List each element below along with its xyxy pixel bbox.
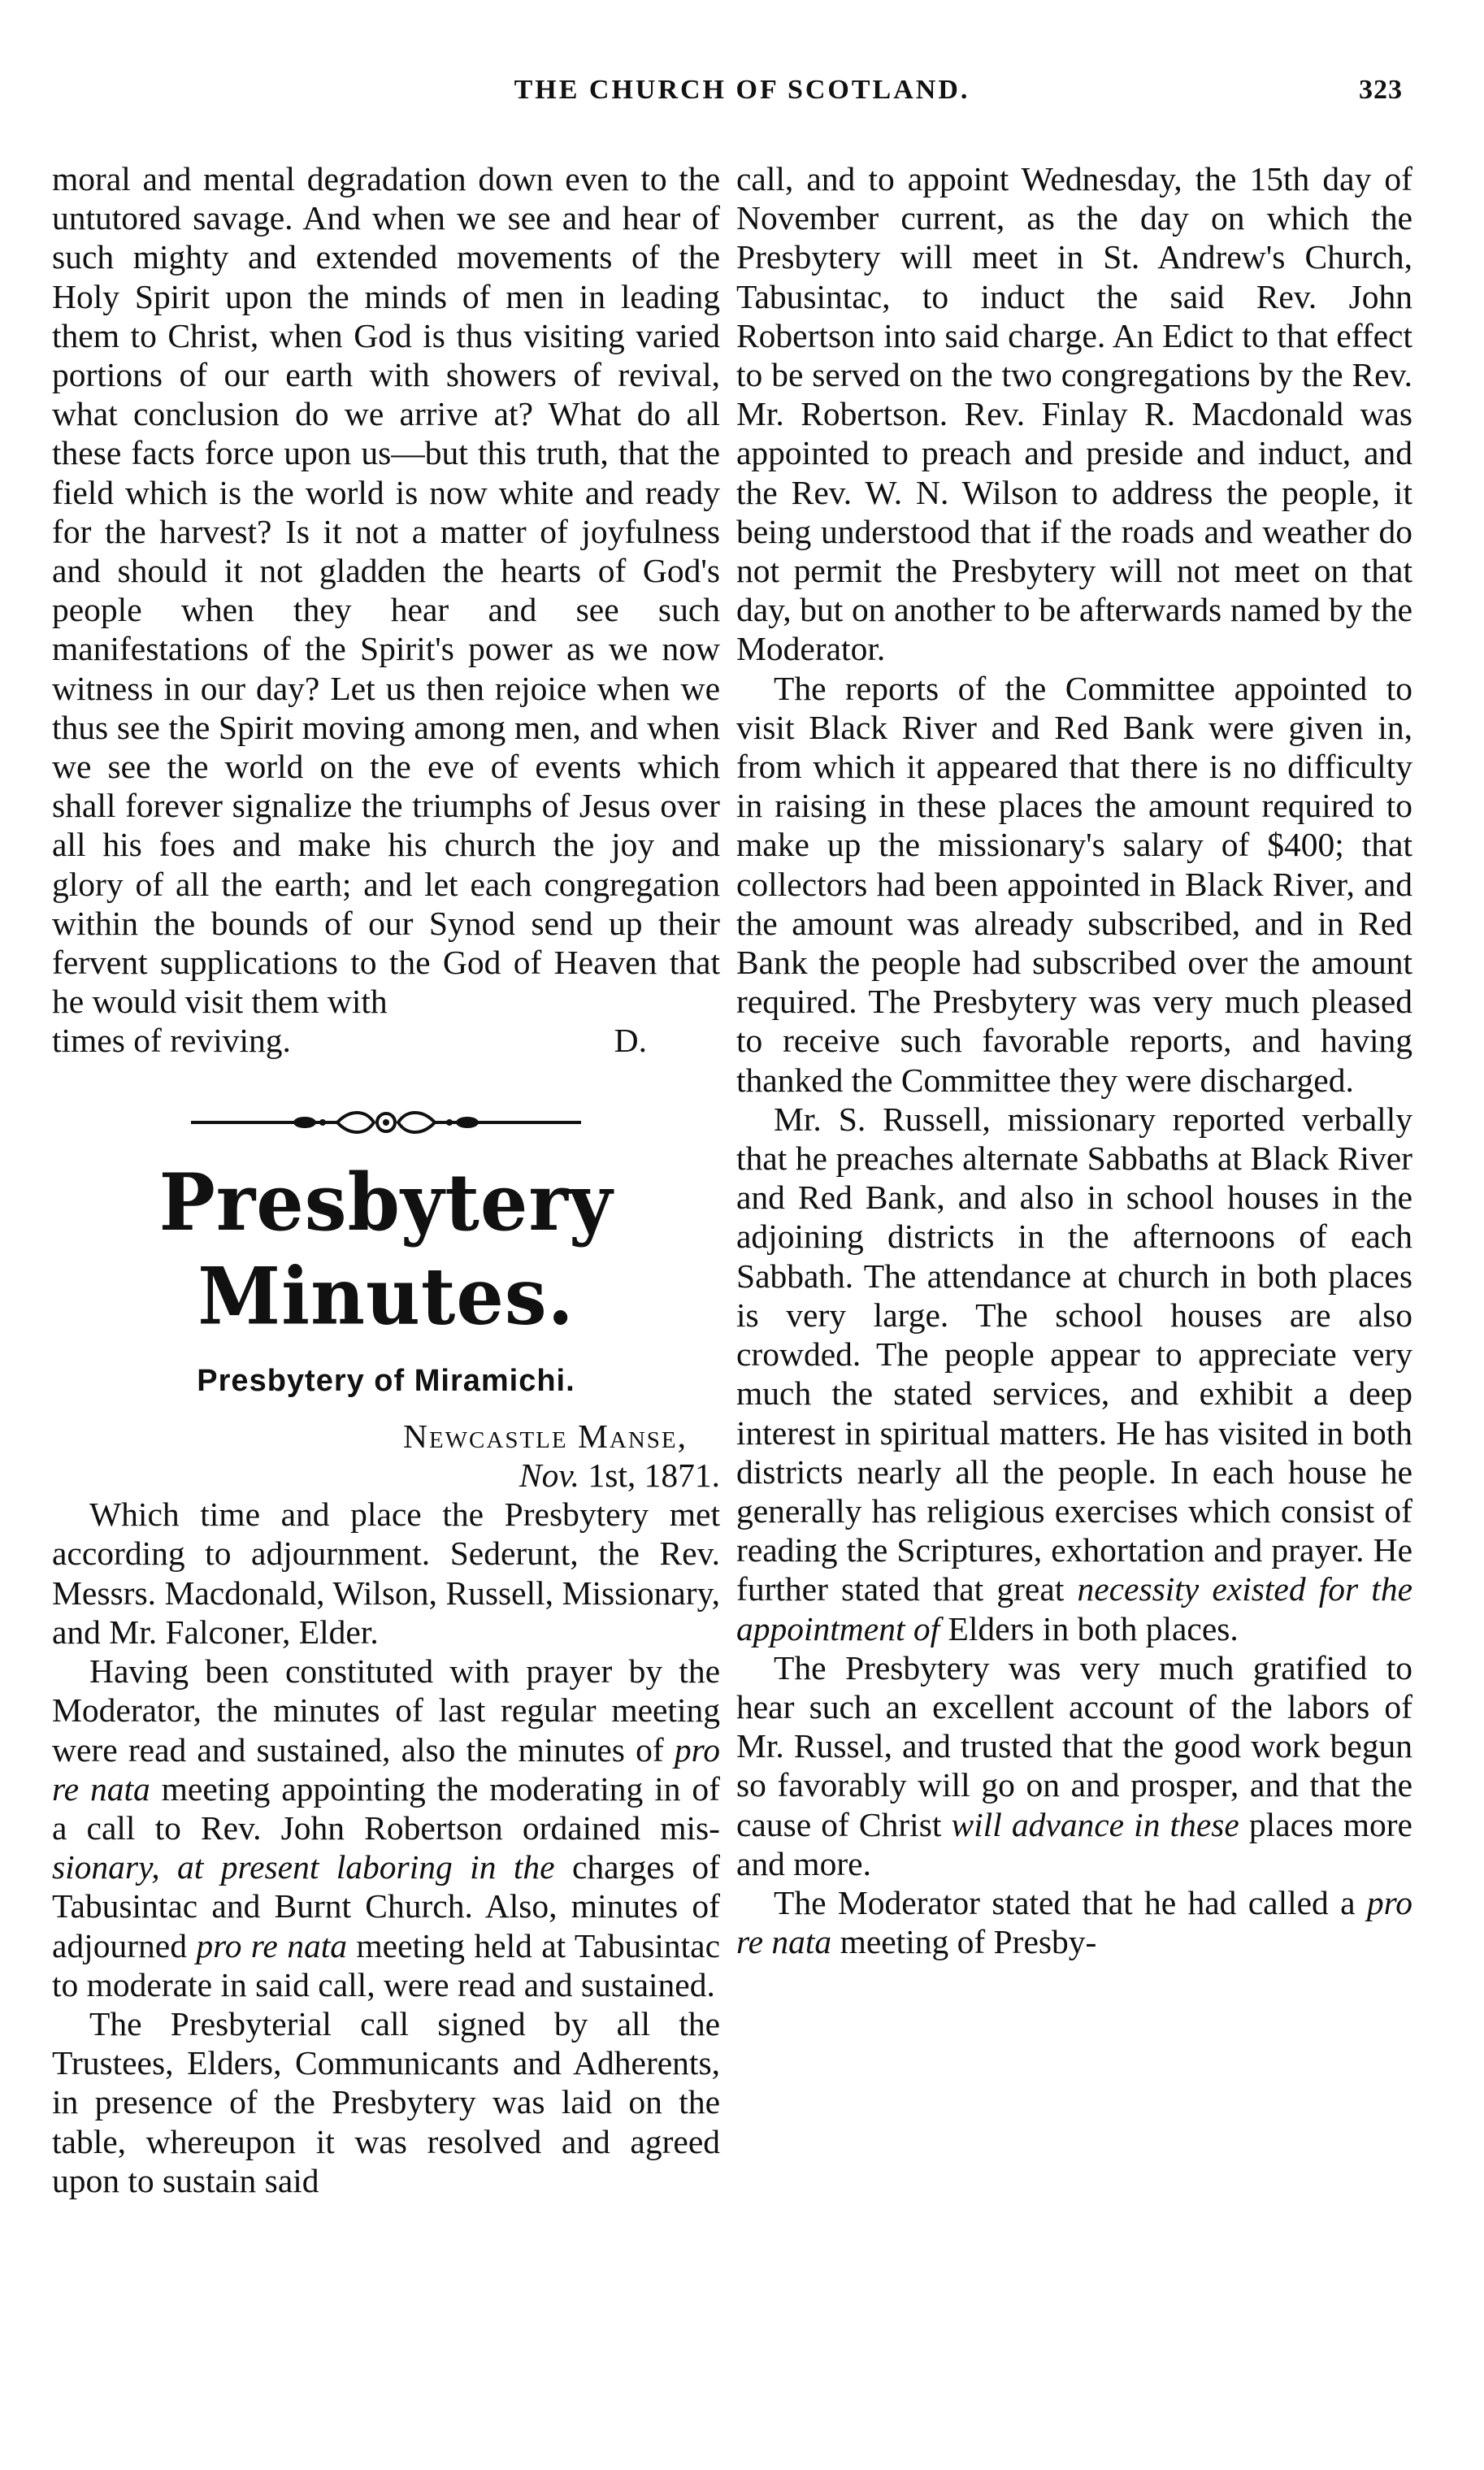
closing-line <box>52 1021 720 1060</box>
meeting-date <box>52 1456 720 1495</box>
right-column <box>736 159 1412 1961</box>
meeting-place: Newcastle Manse, <box>403 1417 688 1455</box>
subsection-title: Presbytery of Miramichi. <box>197 1363 575 1398</box>
section-title: Presbytery Minutes. <box>158 1156 614 1343</box>
text-run: places more and more. <box>736 1805 1412 1882</box>
author-signature: D. <box>614 1022 647 1060</box>
running-header <box>0 75 1484 124</box>
text-run: meeting held at Tabusintac to moderate in said call, were read and sustained. <box>52 1926 720 2003</box>
italic-run: pro re nata <box>736 1883 1412 1961</box>
text-run: meeting of Presby- <box>840 1923 1097 1961</box>
paragraph <box>736 1648 1412 1883</box>
text-run: charges of Tabusintac and Burnt Church. Also, minutes of adjourned <box>52 1848 720 1964</box>
paragraph: The reports of the Committee appointed to visit Black River and Red Bank were given in, from which it appeared that there is no difficulty in raising in these places the amount required to make up the missionary's salary of $400; that collectors had been appointed in Black River, and the amount was already subscribed, and in Red Bank the people had subscribed over the amount required. The Presbytery was very much pleased to receive such favorable reports, and having thanked the Committee they were discharged. <box>736 669 1412 1099</box>
paragraph <box>736 1883 1412 1961</box>
italic-run: sionary, at present laboring in the <box>52 1848 555 1886</box>
running-title: THE CHURCH OF SCOTLAND. <box>514 75 970 105</box>
italic-run: pro re nata <box>196 1926 347 1964</box>
paragraph: The Presbyterial call signed by all the Trustees, Elders, Communicants and Adherents, in presence of the Presbytery was laid on the table, whereupon it was resolved and agreed upon to sustain said <box>52 2004 720 2199</box>
paragraph: call, and to appoint Wednesday, the 15th day of November current, as the day on which the Presbytery will meet in St. Andrew's Church, Tabusintac, to induct the said Rev. John Robertson into said charge. An Edict to that effect to be served on the two congregations by the Rev. Mr. Robertson. Rev. Finlay R. Macdonald was appointed to preach and preside and induct, and the Rev. W. N. Wilson to address the people, it being understood that if the roads and weather do not permit the Presbytery will not meet on that day, but on another to be afterwards named by the Moderator. <box>736 160 1412 668</box>
italic-run: pro re nata <box>52 1730 721 1808</box>
ornament-icon <box>175 1106 597 1139</box>
paragraph: moral and mental degradation down even to the untutored savage. And when we see and hear of such mighty and extended movements of the Holy Spirit upon the minds of men in leading them to Christ, when God is thus visiting varied portions of our earth with showers of revival, what conclusion do we arrive at? What do all these facts force upon us—but this truth, that the field which is the world is now white and ready for the harvest? Is it not a matter of joyfulness and should it not gladden the hearts of God's people when they hear and see such manifestations of the Spirit's power as we now witness in our day? Let us then rejoice when we thus see the Spirit moving among men, and when we see the world on the eve of events which shall forever signalize the triumphs of Jesus over all his foes and make his church the joy and glory of all the earth; and let each congregation within the bounds of our Synod send up their fervent supplications to the God of Heaven that he would visit them with <box>52 160 720 1021</box>
paragraph <box>52 1652 720 2004</box>
italic-run: necessity existed for the appointment of <box>736 1570 1412 1647</box>
date-rest: 1st, 1871. <box>588 1456 720 1495</box>
page-number: 323 <box>1359 75 1403 105</box>
text-run: Mr. S. Russell, missionary reported verbally that he preaches alternate Sabbaths at Black River and Red Bank, and also in school houses in the adjoining districts in the afternoons of each Sabbath. The attendance at church in both places is very large. The school houses are also crowded. The people appear to appreciate very much the stated services, and exhibit a deep interest in spiritual matters. He has visited in both districts nearly all the people. In each house he generally has religious exercises which consist of reading the Scriptures, exhortation and prayer. He further stated that great <box>736 1100 1412 1608</box>
paragraph: Which time and place the Presbytery met according to adjournment. Sederunt, the Rev. Messrs. Macdonald, Wilson, Russell, Missionary, and Mr. Falconer, Elder. <box>52 1495 720 1651</box>
date-month: Nov. <box>519 1456 580 1495</box>
closing-text: times of reviving. <box>52 1022 291 1060</box>
text-run: The Moderator stated that he had called a <box>774 1883 1356 1921</box>
text-run: The Presbytery was very much gratified to hear such an excellent account of the labors of Mr. Russel, and trusted that the good work begun so favorably will go on and prosper, and that the cause of Christ <box>736 1648 1412 1843</box>
text-run: meeting appointing the moderating in of a call to Rev. John Robertson ordained mis- <box>52 1769 720 1847</box>
italic-run: will advance in these <box>951 1805 1239 1843</box>
paragraph <box>736 1100 1412 1648</box>
text-run: Elders in both places. <box>948 1609 1239 1647</box>
left-column <box>52 159 720 2200</box>
text-run: Having been constituted with prayer by the Moderator, the minutes of last regular meeting were read and sustained, also the minutes of <box>52 1652 720 1769</box>
ornament-divider <box>52 1106 720 1139</box>
